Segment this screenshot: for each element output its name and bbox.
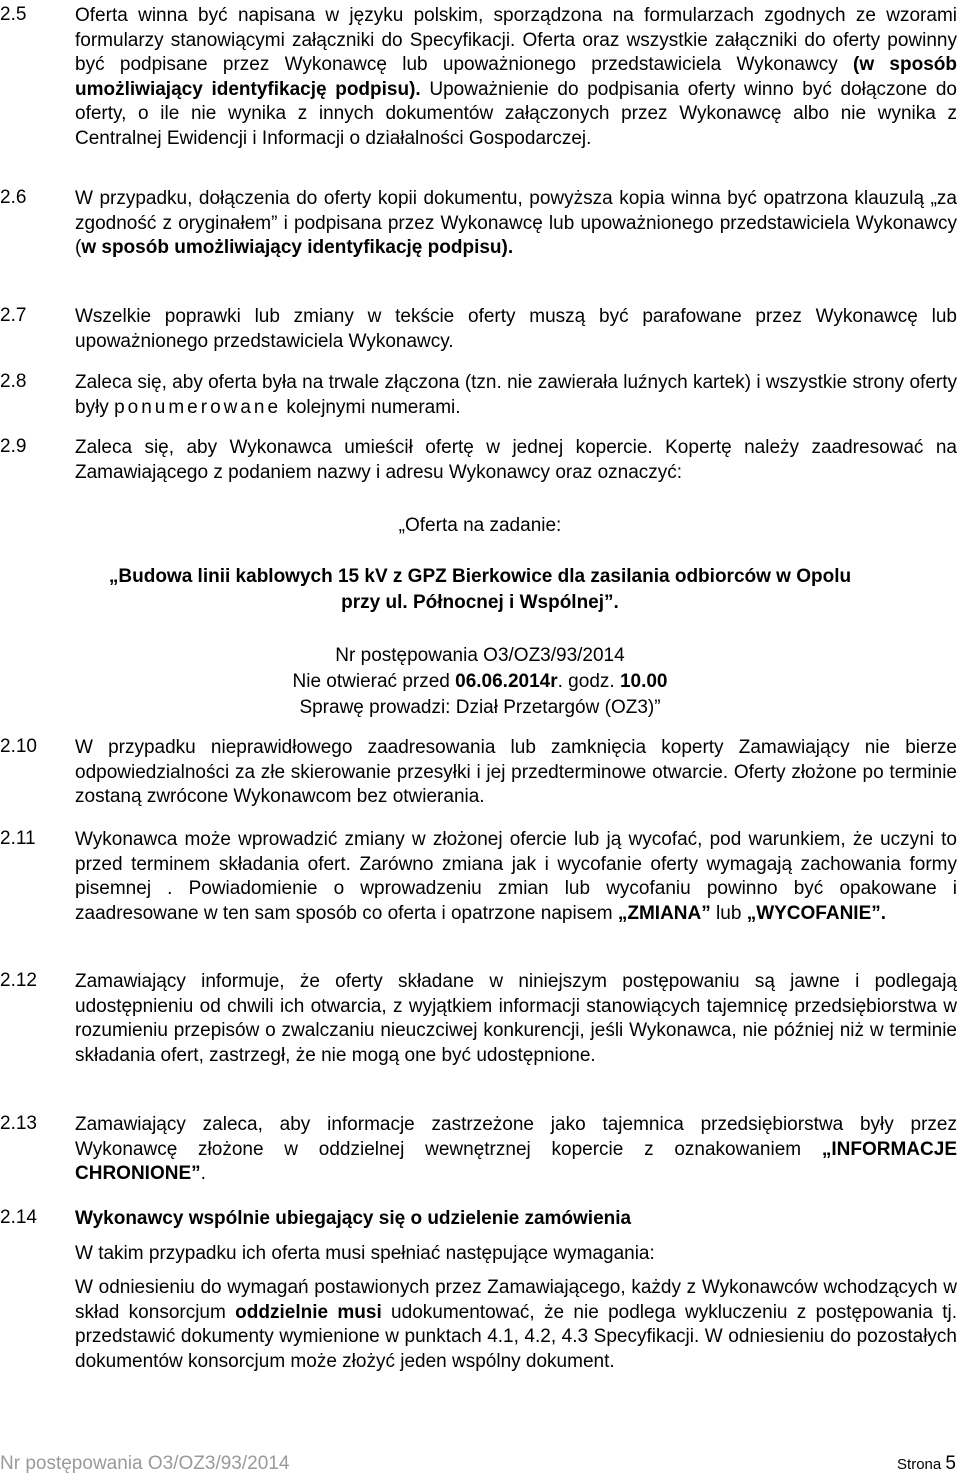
section-text: W odniesieniu do wymagań postawionych przez Zamawiającego, każdy z Wykonawców wchodzących w skład konsorcjum: [75, 1277, 957, 1323]
section-body: [75, 371, 957, 420]
section-2-10: [0, 736, 960, 810]
section-text: W takim przypadku ich oferta musi spełniać następujące wymagania:: [75, 1242, 655, 1264]
envelope-title-line-1: „Budowa linii kablowych 15 kV z GPZ Bierkowice dla zasilania odbiorców w Opolu: [108, 566, 852, 587]
section-2-7: [0, 305, 960, 354]
section-text: Zamawiający zaleca, aby informacje zastrzeżone jako tajemnica przedsiębiorstwa były przez Wykonawcę złożone w oddzielnej wewnętrznej kopercie z oznakowaniem: [75, 1114, 957, 1160]
section-2-5: [0, 4, 960, 151]
section-number: 2.10: [0, 736, 37, 757]
section-text-spaced: ponumerowane: [114, 396, 282, 418]
section-body: [75, 436, 957, 485]
section-text: Zaleca się, aby oferta była na trwale złączona (tzn. nie zawierała luźnych kartek) i wszystkie strony oferty były: [75, 372, 957, 418]
section-body: [75, 1207, 957, 1374]
section-text-bold: oddzielnie musi: [235, 1301, 382, 1323]
page-label: Strona: [897, 1456, 946, 1473]
section-text: Upoważnienie do podpisania oferty winno być dołączone do oferty, o ile nie wynika z innych dokumentów załączonych przez Wykonawcę albo nie wynika z Centralnej Ewidencji i Informacji o działalności Gospodarczej.: [75, 78, 957, 149]
section-text-bold: „INFORMACJE CHRONIONE”: [75, 1138, 957, 1184]
open-date-mid: . godz.: [557, 671, 620, 692]
section-number: 2.13: [0, 1113, 37, 1134]
section-number: 2.12: [0, 970, 37, 991]
section-number: 2.14: [0, 1207, 37, 1228]
section-2-14: [0, 1207, 960, 1374]
section-body: [75, 736, 957, 810]
section-text-bold: w sposób umożliwiający identyfikację podpisu).: [81, 237, 514, 258]
section-text-bold: (w sposób umożliwiający identyfikację podpisu).: [75, 54, 957, 100]
section-text: udokumentować, że nie podlega wykluczeniu z postępowania tj. przedstawić dokumenty wymienione w punktach 4.1, 4.2, 4.3 Specyfikacji. W odniesieniu do pozostałych dokumentów konsorcjum może złożyć jeden wspólny dokument.: [75, 1301, 957, 1372]
section-body: [75, 828, 957, 926]
section-2-6: [0, 187, 960, 261]
footer-page-number: [897, 1453, 956, 1475]
envelope-open-date: [0, 671, 960, 693]
section-body: [75, 187, 957, 261]
footer-procedure-number: Nr postępowania O3/OZ3/93/2014: [0, 1453, 290, 1474]
section-2-13: [0, 1113, 960, 1187]
section-text: Zamawiający informuje, że oferty składane w niniejszym postępowaniu są jawne i podlegają udostępnieniu od chwili ich otwarcia, z wyjątkiem informacji stanowiących tajemnicę przedsiębiorstwa w rozumieniu przepisów o zwalczaniu nieuczciwej konkurencji, jeśli Wykonawca, nie później niż w terminie składania ofert, zastrzegł, że nie mogą one być udostępnione.: [75, 971, 957, 1066]
open-date-prefix: Nie otwierać przed: [292, 671, 456, 692]
section-number: 2.7: [0, 305, 27, 326]
page-number: 5: [945, 1453, 956, 1474]
section-number: 2.11: [0, 828, 36, 849]
envelope-procedure-number: Nr postępowania O3/OZ3/93/2014: [335, 645, 625, 666]
section-number: 2.8: [0, 371, 27, 392]
section-text: Wykonawca może wprowadzić zmiany w złożonej ofercie lub ją wycofać, pod warunkiem, że uczyni to przed terminem składania ofert. Zarówno zmiana jak i wycofanie oferty wymagają zachowania formy pisemnej . Powiadomienie o wprowadzeniu zmian lub wycofaniu powinno być opakowane i zaadresowane w ten sam sposób co oferta i opatrzone napisem: [75, 829, 957, 924]
section-text: W przypadku nieprawidłowego zaadresowania lub zamknięcia koperty Zamawiający nie bierze odpowiedzialności za złe skierowanie przesyłki i jej przedterminowe otwarcie. Oferty złożone po terminie zostaną zwrócone Wykonawcom bez otwierania.: [75, 737, 957, 807]
section-text: Wszelkie poprawki lub zmiany w tekście oferty muszą być parafowane przez Wykonawcę lub upoważnionego przedstawiciela Wykonawcy.: [75, 306, 957, 352]
section-text: Zaleca się, aby Wykonawca umieścił ofertę w jednej kopercie. Kopertę należy zaadresować na Zamawiającego z podaniem nazwy i adresu Wykonawcy oraz oznaczyć:: [75, 437, 957, 483]
open-time-value: 10.00: [619, 671, 668, 692]
section-text: kolejnymi numerami.: [281, 396, 461, 418]
section-body: [75, 4, 957, 151]
section-number: 2.6: [0, 187, 27, 208]
section-number: 2.9: [0, 436, 27, 457]
section-2-8: [0, 371, 960, 420]
section-number: 2.5: [0, 4, 27, 25]
section-text-bold: „WYCOFANIE”.: [746, 902, 887, 924]
section-body: [75, 1113, 957, 1187]
section-text-bold: „ZMIANA”: [617, 902, 711, 924]
section-text: W przypadku, dołączenia do oferty kopii dokumentu, powyższa kopia winna być opatrzona klauzulą „za zgodność z oryginałem” i podpisana przez Wykonawcę lub upoważnionego przedstawiciela Wykonawcy (: [75, 188, 957, 258]
section-2-11: [0, 828, 960, 926]
section-body: [75, 305, 957, 354]
section-text: .: [200, 1163, 206, 1184]
open-date-value: 06.06.2014r: [455, 671, 558, 692]
envelope-heading: „Oferta na zadanie:: [398, 515, 562, 536]
section-text: lub: [710, 902, 747, 924]
envelope-handler: Sprawę prowadzi: Dział Przetargów (OZ3)”: [299, 697, 661, 718]
section-body: [75, 970, 957, 1068]
section-2-9: [0, 436, 960, 485]
section-text: Oferta winna być napisana w języku polskim, sporządzona na formularzach zgodnych ze wzorami formularzy stanowiącymi załączniki do Specyfikacji. Oferta oraz wszystkie załączniki do oferty powinny być podpisane przez Wykonawcę lub upoważnionego przedstawiciela Wykonawcy: [75, 5, 957, 75]
section-2-12: [0, 970, 960, 1068]
envelope-title-line-2: przy ul. Północnej i Wspólnej”.: [341, 592, 619, 613]
section-heading: Wykonawcy wspólnie ubiegający się o udzielenie zamówienia: [75, 1208, 632, 1229]
